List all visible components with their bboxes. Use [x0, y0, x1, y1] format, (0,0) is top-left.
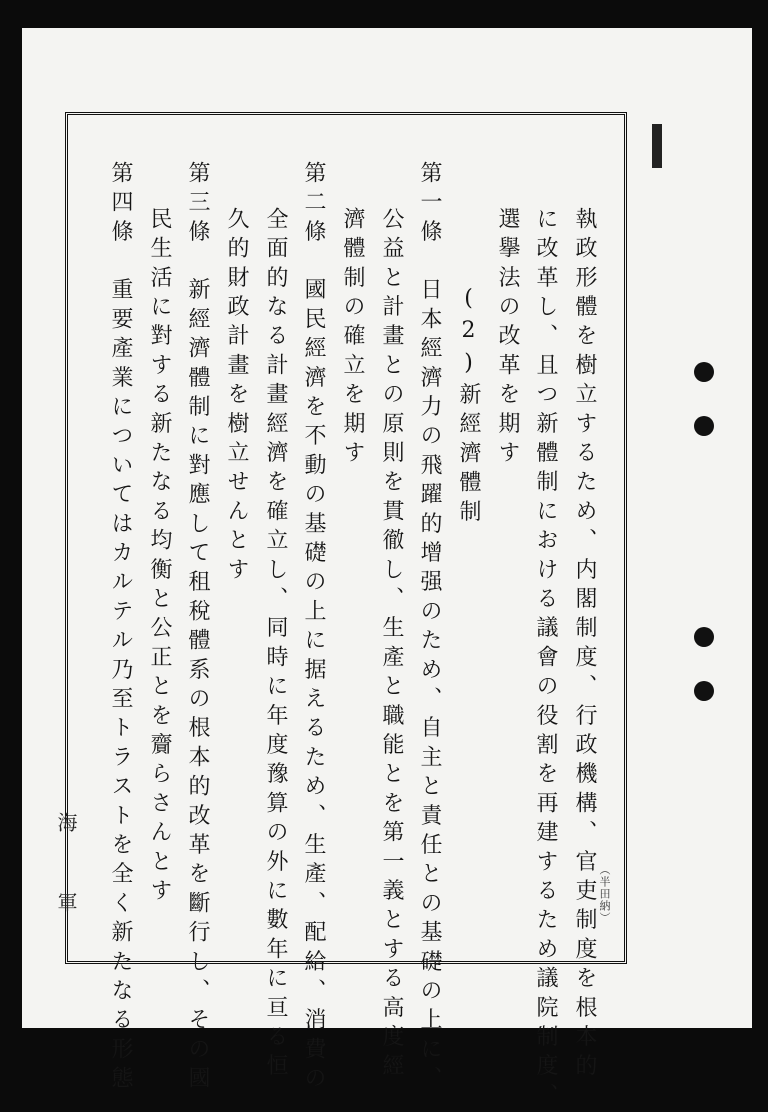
margin-label: 海軍 — [54, 812, 78, 972]
text-frame — [65, 112, 627, 1112]
text-column-3: 選擧法の改革を期す — [495, 207, 520, 470]
binding-hole-3 — [694, 627, 714, 647]
text-column-2: に改革し、且つ新體制における議會の役割を再建するため議院制度、 — [533, 207, 558, 1112]
text-column-7: 濟體制の確立を期す — [340, 207, 365, 470]
text-column-11: 第三條 新經濟體制に對應して租稅體系の根本的改革を斷行し、その國 — [185, 161, 210, 1096]
binding-hole-1 — [694, 362, 714, 382]
text-column-6: 公益と計畫との原則を貫徹し、生產と職能とを第一義とする高度經 — [379, 207, 404, 1083]
text-column-4: (2)新經濟體制 — [456, 286, 481, 529]
archive-stamp: （半田納） — [598, 864, 611, 924]
text-column-13: 第四條 重要產業についてはカルテル乃至トラストを全く新たなる形態 — [108, 161, 133, 1096]
text-column-10: 久的財政計畫を樹立せんとす — [224, 207, 249, 587]
text-column-5: 第一條 日本經濟力の飛躍的增强のため、自主と責任との基礎の上に、 — [417, 161, 442, 1096]
ink-mark — [652, 124, 662, 168]
text-column-1: 執政形體を樹立するため、内閣制度、行政機構、官吏制度を根本的 — [572, 207, 597, 1083]
text-column-9: 全面的なる計畫經濟を確立し、同時に年度豫算の外に數年に亘る恒 — [263, 207, 288, 1083]
text-column-12: 民生活に對する新たなる均衡と公正とを齎らさんとす — [147, 207, 172, 908]
text-column-8: 第二條 國民經濟を不動の基礎の上に据えるため、生產、配給、消費の — [301, 161, 326, 1096]
binding-hole-2 — [694, 416, 714, 436]
binding-hole-4 — [694, 681, 714, 701]
